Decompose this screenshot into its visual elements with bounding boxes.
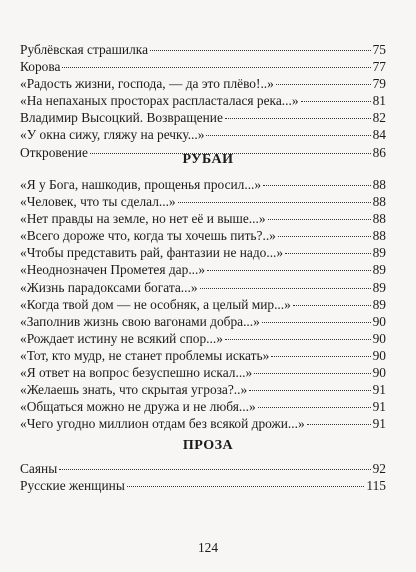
toc-entry — [20, 75, 386, 92]
toc-entry — [20, 296, 386, 313]
toc-entry-page: 91 — [372, 399, 386, 415]
toc-entry-title: «Жизнь парадоксами богата...» — [20, 279, 198, 295]
toc-entry-title: «Чтобы представить рай, фантазии не надо...» — [20, 245, 284, 261]
dot-leader — [301, 101, 371, 102]
toc-entry-title: «На непаханых просторах распласталася река...» — [20, 93, 299, 109]
toc-entry-page: 88 — [372, 228, 386, 244]
toc-entry-page: 90 — [372, 313, 386, 329]
toc-entry-page: 77 — [372, 59, 386, 75]
toc-entry-page: 89 — [372, 296, 386, 312]
section-heading-proza: ПРОЗА — [182, 438, 234, 453]
toc-entry-page: 92 — [372, 461, 386, 476]
toc-entry-title: «Рождает истину не всякий спор...» — [20, 330, 223, 346]
dot-leader — [278, 236, 371, 237]
dot-leader — [206, 135, 370, 136]
toc-entry-page: 89 — [372, 262, 386, 278]
dot-leader — [293, 305, 371, 306]
section-heading-rubai: РУБАИ — [182, 152, 234, 167]
toc-entry — [20, 398, 386, 415]
toc-entry-title: Саяны — [20, 461, 58, 476]
toc-entry-title: «Заполнив жизнь свою вагонами добра...» — [20, 313, 260, 329]
dot-leader — [285, 253, 371, 254]
toc-entry — [20, 261, 386, 278]
toc-entry-title: «Всего дороже что, когда ты хочешь пить?..» — [20, 228, 276, 244]
toc-section-poems — [20, 41, 386, 161]
toc-entry-page: 115 — [366, 478, 386, 494]
toc-entry — [20, 227, 386, 244]
toc-entry — [20, 313, 386, 330]
dot-leader — [62, 67, 370, 68]
dot-leader — [268, 219, 371, 220]
toc-entry-title: «Человек, что ты сделал...» — [20, 194, 176, 210]
toc-entry-page: 75 — [372, 42, 386, 57]
toc-entry-page: 88 — [372, 194, 386, 210]
toc-entry-page: 88 — [372, 211, 386, 227]
toc-entry-title: «Нет правды на земле, но нет её и выше...» — [20, 211, 266, 227]
toc-entry-page: 84 — [372, 127, 386, 143]
toc-entry-page: 90 — [372, 365, 386, 381]
toc-entry — [20, 58, 386, 75]
dot-leader — [258, 407, 371, 408]
toc-entry — [20, 109, 386, 126]
dot-leader — [178, 202, 371, 203]
toc-entry-page: 88 — [372, 177, 386, 192]
dot-leader — [150, 50, 371, 51]
dot-leader — [225, 118, 371, 119]
dot-leader — [127, 486, 365, 487]
toc-entry — [20, 330, 386, 347]
dot-leader — [254, 373, 370, 374]
toc-entry — [20, 126, 386, 143]
toc-entry-title: «Неоднозначен Прометея дар...» — [20, 262, 206, 278]
toc-entry — [20, 381, 386, 398]
toc-entry — [20, 193, 386, 210]
toc-entry-page: 89 — [372, 245, 386, 261]
toc-entry-title: Корова — [20, 59, 61, 75]
dot-leader — [207, 270, 371, 271]
toc-entry-title: «Я у Бога, нашкодив, прощенья просил...» — [20, 177, 262, 192]
toc-entry-title: «Радость жизни, господа, — да это плёво!..» — [20, 76, 274, 92]
dot-leader — [263, 185, 371, 186]
toc-entry — [20, 176, 386, 193]
toc-entry — [20, 279, 386, 296]
dot-leader — [276, 84, 371, 85]
toc-entry-page: 82 — [372, 110, 386, 126]
toc-entry — [20, 364, 386, 381]
toc-entry-page: 89 — [372, 279, 386, 295]
toc-entry — [20, 210, 386, 227]
toc-entry-title: Русские женщины — [20, 478, 125, 494]
toc-entry-title: Владимир Высоцкий. Возвращение — [20, 110, 223, 126]
dot-leader — [249, 390, 370, 391]
dot-leader — [59, 469, 370, 470]
toc-entry — [20, 460, 386, 477]
toc-entry-title: «У окна сижу, гляжу на речку...» — [20, 127, 205, 143]
page-number: 124 — [197, 540, 219, 555]
toc-entry-page: 81 — [372, 93, 386, 109]
toc-entry — [20, 92, 386, 109]
toc-entry — [20, 347, 386, 364]
dot-leader — [225, 339, 371, 340]
toc-entry-title: «Чего угодно миллион отдам без всякой дрожи...» — [20, 416, 305, 432]
toc-section-proza — [20, 460, 386, 494]
toc-entry-title: «Общаться можно не дружа и не любя...» — [20, 399, 256, 415]
toc-entry — [20, 415, 386, 432]
toc-entry-page: 90 — [372, 330, 386, 346]
dot-leader — [262, 322, 371, 323]
toc-entry — [20, 244, 386, 261]
toc-entry — [20, 41, 386, 58]
toc-entry-title: Рублёвская страшилка — [20, 42, 149, 57]
toc-entry — [20, 477, 386, 494]
dot-leader — [307, 424, 371, 425]
dot-leader — [271, 356, 370, 357]
toc-entry-title: «Желаешь знать, что скрытая угроза?..» — [20, 382, 248, 398]
toc-entry-page: 86 — [372, 144, 386, 160]
toc-entry-title: Откровение — [20, 144, 88, 160]
toc-entry-page: 90 — [372, 347, 386, 363]
toc-entry-page: 91 — [372, 382, 386, 398]
toc-section-rubai — [20, 176, 386, 432]
toc-entry-title: «Я ответ на вопрос безуспешно искал...» — [20, 365, 253, 381]
toc-entry-page: 79 — [372, 76, 386, 92]
toc-entry-title: «Тот, кто мудр, не станет проблемы искать» — [20, 347, 270, 363]
toc-entry-page: 91 — [372, 416, 386, 432]
toc-entry-title: «Когда твой дом — не особняк, а целый мир...» — [20, 296, 291, 312]
dot-leader — [200, 288, 371, 289]
